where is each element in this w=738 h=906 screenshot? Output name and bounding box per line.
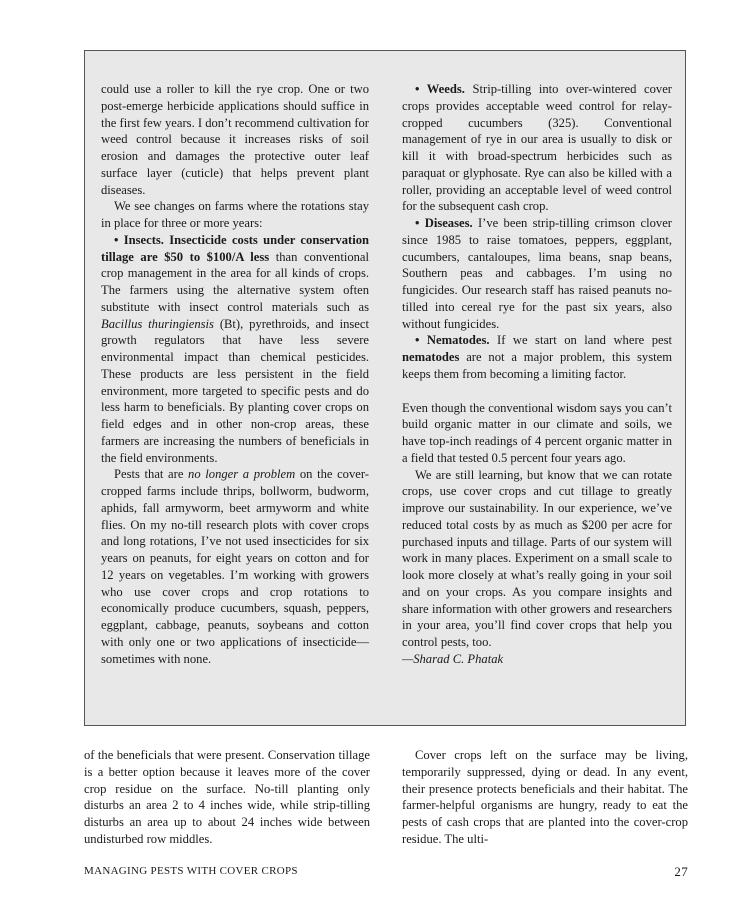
running-title: MANAGING PESTS WITH COVER CROPS [84,865,298,877]
weeds-text: Strip-tilling into over-wintered cover crops provides acceptable weed control for relay-cropped cucumbers (325). Conventional management of rye in our area is usually to disk or kill it with broad-spectrum herbicides such as paraquat or glyphosate. Rye can also be killed with a roller, providing an acceptable level of weed control for the subsequent cash crop. [402,82,672,214]
diseases-bullet [402,215,672,332]
author-signature: —Sharad C. Phatak [402,651,504,666]
nematodes-bullet [402,332,672,382]
sidebar-right-column [402,81,672,668]
nematodes-text-a: If we start on land where pest [489,333,673,348]
sidebar-box [84,50,686,726]
sidebar-paragraph [101,466,369,667]
body-right-column [402,747,688,848]
body-paragraph: Cover crops left on the surface may be living, temporarily suppressed, dying or dead. In any event, their presence protects beneficials and their habitat. The farmer-helpful organisms are hungry, ready to eat the pests of cash crops that are planted into the cover-crop residue. The ulti- [402,748,688,846]
sidebar-paragraph: We see changes on farms where the rotations stay in place for three or more years: [101,199,369,230]
nematodes-heading: • Nematodes. [415,333,490,348]
pests-text-a: Pests that are [114,467,189,482]
insects-text-b: (Bt), pyrethroids, and insect growth regulators that have less severe environmental impact than chemical pesticides. These products are less persistent in the field environment, more targeted to specific pests and do less harm to beneficials. By planting cover crops on field edges and in other non-crop areas, these farmers are increasing the numbers of beneficials in the field environments. [101,316,369,465]
pests-emphasis: no longer a problem [188,467,296,482]
nematodes-bold: nematodes [402,350,460,364]
insects-text-a: than conventional crop management in the area for all kinds of crops. The farmers using the alternative system often substitute with insect control materials such as [101,249,369,314]
paragraph-gap [402,383,672,400]
sidebar-paragraph: We are still learning, but know that we can rotate crops, use cover crops and cut tillage to greatly improve our sustainability. In our experience, we’ve reduced total costs by as much as $200 per acre for purchased inputs and tillage. Parts of our system will work in many places. Experiment on a small scale to look more closely at what’s really going in your soil and on your crops. As you compare insights and share information with other growers and researchers in your area, you’ll find cover crops that help you control pests, too. [402,467,672,649]
sidebar-left-column [101,81,369,667]
diseases-heading: • Diseases. [415,216,473,230]
weeds-heading: • Weeds. [415,82,465,96]
diseases-text: I’ve been strip-tilling crimson clover since 1985 to raise tomatoes, peppers, eggplant, cucumbers, cantaloupes, lima beans, snap beans, Southern peas and cabbages. I’m using no fungicides. Our research staff has raised peanuts no-tilled into cereal rye for the past six years, also without fungicides. [402,216,672,331]
sidebar-paragraph: Even though the conventional wisdom says you can’t build organic matter in our climate and soils, we have top-inch readings of 4 percent organic matter in a field that tested 0.5 percent four years ago. [402,400,672,465]
sidebar-paragraph: could use a roller to kill the rye crop. One or two post-emerge herbicide applications should suffice in the first few years. I don’t recommend cultivation for weed control because it increases risks of soil erosion and damages the protective outer leaf surface layer (cuticle) that helps prevent plant diseases. [101,82,369,197]
pests-text-b: on the cover-cropped farms include thrips, bollworm, budworm, aphids, fall armyworm, beet armyworm and white flies. On my no-till research plots with cover crops and long rotations, I’ve not used insecticides for six years on peanuts, for eight years on cotton and for 12 years on vegetables. I’m working with growers who use cover crops and crop rotations to economically produce cucumbers, squash, peppers, eggplant, cabbage, peanuts, soybeans and cotton with only one or two applications of insecticide—sometimes with none. [101,467,369,666]
insects-bullet [101,232,369,467]
body-left-column [84,747,370,848]
bt-name: Bacillus thuringiensis [101,316,214,331]
insects-heading: • Insects. Insecticide costs under conservation tillage are $50 to $100/A less [101,232,369,264]
body-paragraph: of the beneficials that were present. Conservation tillage is a better option because it leaves more of the cover crop residue on the surface. No-till planting only disturbs an area 2 to 4 inches wide, while strip-tilling disturbs an area up to about 24 inches wide between undisturbed row middles. [84,748,370,846]
page-number: 27 [674,864,688,879]
weeds-bullet [402,81,672,215]
nematodes-text-b: are not a major problem, this system keeps them from becoming a limiting factor. [402,350,672,381]
